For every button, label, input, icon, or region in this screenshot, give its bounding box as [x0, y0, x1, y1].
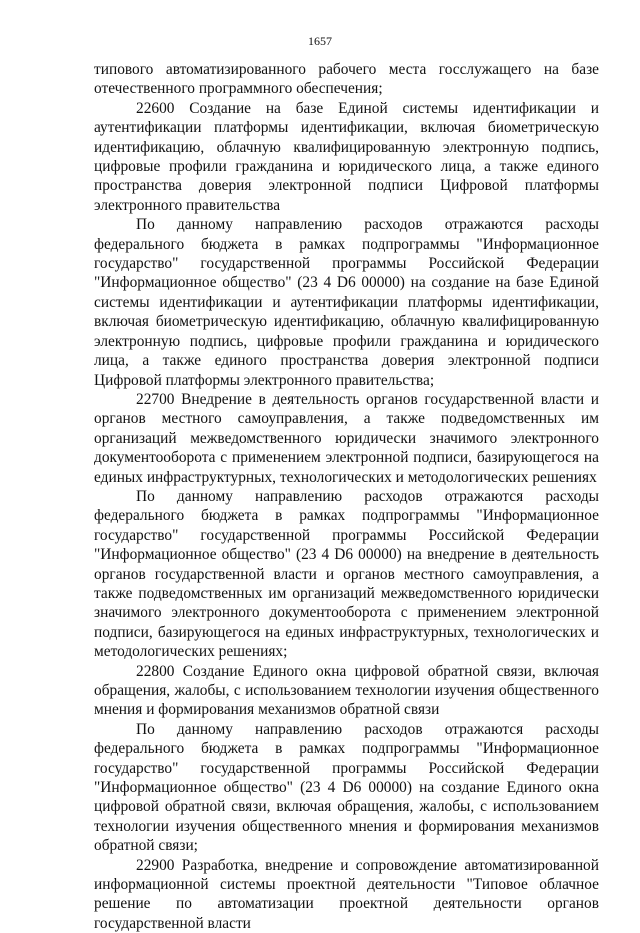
page-number: 1657 — [308, 34, 332, 48]
paragraph-22800-description: По данному направлению расходов отражаются расходы федерального бюджета в рамках подпрограммы "Информационное государство" государственной программы Российской Федерации "Информационное общество" (23 4 D6 00000) на создание Единого окна цифровой обратной связи, включая обращения, жалобы, с использованием технологии изучения общественного мнения и формирования механизмов обратной связи; — [94, 720, 599, 855]
paragraph-22600-description: По данному направлению расходов отражаются расходы федерального бюджета в рамках подпрограммы "Информационное государство" государственной программы Российской Федерации "Информационное общество" (23 4 D6 00000) на создание на базе Единой системы идентификации и аутентификации платформы идентификации, включая биометрическую идентификацию, облачную квалифицированную электронную подпись, цифровые профили гражданина и юридического лица, а также единого пространства доверия электронной подписи Цифровой платформы электронного правительства; — [94, 216, 599, 389]
document-body — [94, 60, 599, 933]
paragraph-22700-title: 22700 Внедрение в деятельность органов государственной власти и органов местного самоуправления, а также подведомственных им организаций межведомственного юридически значимого электронного документооборота с применением электронной подписи, базирующегося на единых инфраструктурных, технологических и методологических решениях — [94, 390, 599, 486]
paragraph-22900-title: 22900 Разработка, внедрение и сопровождение автоматизированной информационной системы проектной деятельности "Типовое облачное решение по автоматизации проектной деятельности органов государственной власти — [94, 856, 599, 932]
paragraph-22800-title: 22800 Создание Единого окна цифровой обратной связи, включая обращения, жалобы, с использованием технологии изучения общественного мнения и формирования механизмов обратной связи — [94, 662, 599, 719]
paragraph-22600-title: 22600 Создание на базе Единой системы идентификации и аутентификации платформы идентификации, включая биометрическую идентификацию, облачную квалифицированную электронную подпись, цифровые профили гражданина и юридического лица, а также единого пространства доверия электронной подписи Цифровой платформы электронного правительства — [94, 99, 599, 214]
paragraph-22700-description: По данному направлению расходов отражаются расходы федерального бюджета в рамках подпрограммы "Информационное государство" государственной программы Российской Федерации "Информационное общество" (23 4 D6 00000) на внедрение в деятельность органов государственной власти и органов местного самоуправления, а также подведомственных им организаций межведомственного юридически значимого электронного документооборота с применением электронной подписи, базирующегося на единых инфраструктурных, технологических и методологических решениях; — [94, 487, 599, 661]
paragraph-continuation: типового автоматизированного рабочего места госслужащего на базе отечественного программного обеспечения; — [94, 61, 599, 98]
